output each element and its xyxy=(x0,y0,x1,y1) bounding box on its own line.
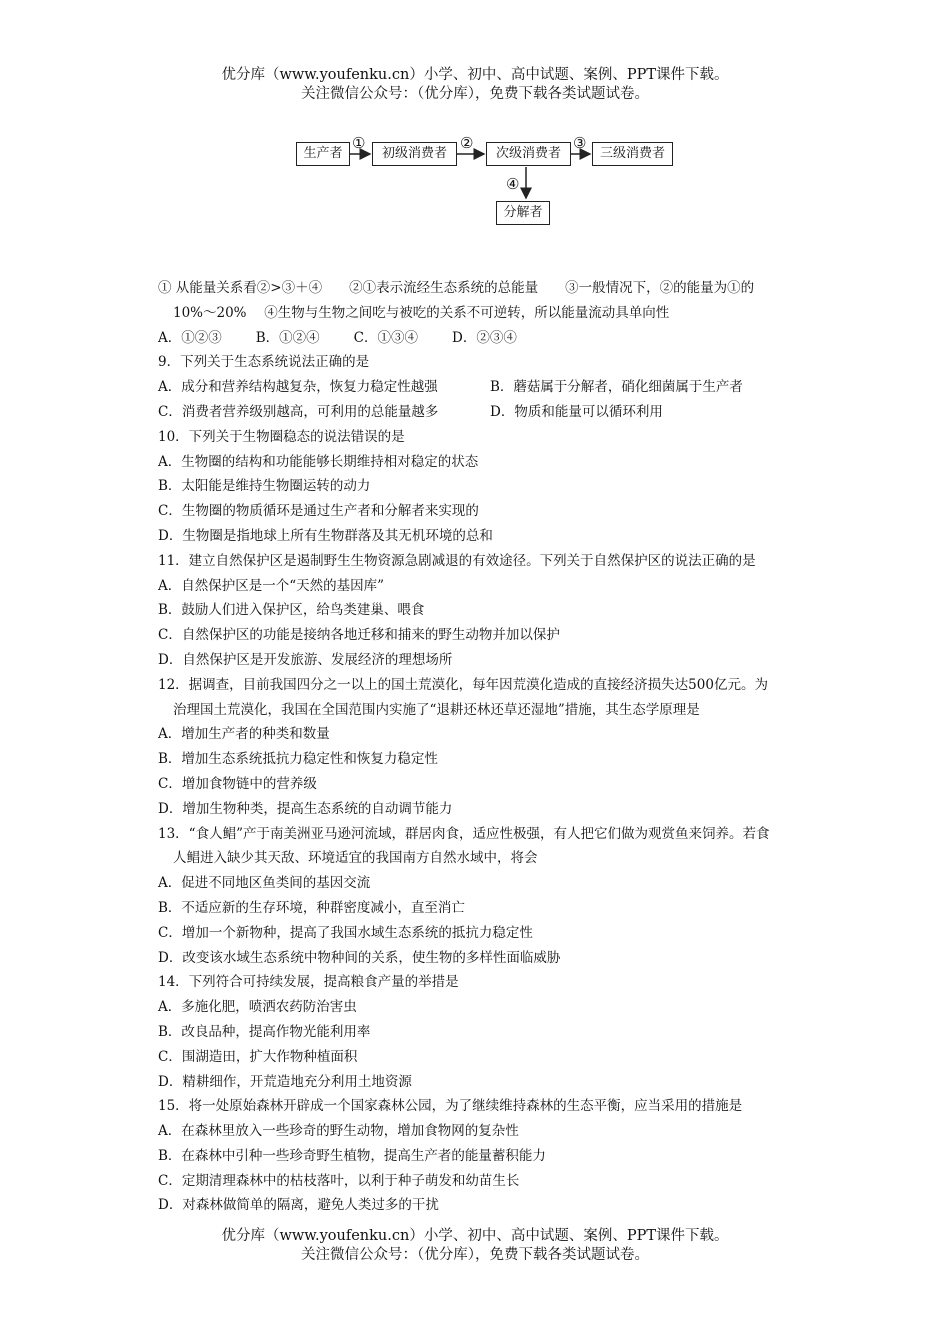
q11-option-a: A．自然保护区是一个“天然的基因库” xyxy=(158,577,385,594)
arrow-label-1: ① xyxy=(352,134,366,152)
q8-options xyxy=(158,326,818,351)
q9-option-c: C．消费者营养级别越高，可利用的总能量越多 xyxy=(158,403,439,420)
q10-stem: 10．下列关于生物圈稳态的说法错误的是 xyxy=(158,428,405,445)
q11-option-d: D．自然保护区是开发旅游、发展经济的理想场所 xyxy=(158,651,453,668)
q15-option-c: C．定期清理森林中的枯枝落叶，以利于种子萌发和幼苗生长 xyxy=(158,1172,520,1189)
q12-option-b: B．增加生态系统抵抗力稳定性和恢复力稳定性 xyxy=(158,751,438,768)
q9-options-row-2 xyxy=(158,400,818,425)
q9-option-a: A．成分和营养结构越复杂，恢复力稳定性越强 xyxy=(158,379,438,396)
q11-stem: 11．建立自然保护区是遏制野生生物资源急剧减退的有效途径。下列关于自然保护区的说法正确的是 xyxy=(158,552,756,569)
q11-option-b: B．鼓励人们进入保护区，给鸟类建巢、喂食 xyxy=(158,602,425,619)
q12-option-d: D．增加生物种类，提高生态系统的自动调节能力 xyxy=(158,800,453,817)
diagram-arrows xyxy=(0,0,950,240)
q8-option-b: B．①②④ xyxy=(255,329,320,346)
q12-stem-line-1: 12．据调查，目前我国四分之一以上的国土荒漠化，每年因荒漠化造成的直接经济损失达500亿元。为 xyxy=(158,676,768,693)
q10-option-b: B．太阳能是维持生物圈运转的动力 xyxy=(158,478,371,495)
q13-option-b: B．不适应新的生存环境，种群密度减小，直至消亡 xyxy=(158,899,465,916)
q12-stem-line-2: 治理国土荒漠化，我国在全国范围内实施了“退耕还林还草还湿地”措施，其生态学原理是 xyxy=(173,701,700,718)
q14-option-d: D．精耕细作，开荒造地充分利用土地资源 xyxy=(158,1073,412,1090)
q10-option-a: A．生物圈的结构和功能能够长期维持相对稳定的状态 xyxy=(158,453,479,470)
q13-stem-line-1: 13．“食人鲳”产于南美洲亚马逊河流域，群居肉食，适应性极强，有人把它们做为观赏鱼来饲养。若食 xyxy=(158,825,770,842)
header-line-2: 关注微信公众号：（优分库），免费下载各类试题试卷。 xyxy=(301,86,649,102)
q8-option-a: A．①②③ xyxy=(158,329,222,346)
q11-option-c: C．自然保护区的功能是接纳各地迁移和捕来的野生动物并加以保护 xyxy=(158,627,560,644)
q9-options-row-1 xyxy=(158,375,818,400)
q13-option-d: D．改变该水域生态系统中物种间的关系，使生物的多样性面临威胁 xyxy=(158,949,561,966)
decomposer-box: 分解者 xyxy=(496,201,550,225)
q8-statements-line-2: 10%～20% ④生物与生物之间吃与被吃的关系不可逆转，所以能量流动具单向性 xyxy=(173,304,670,321)
q14-stem: 14．下列符合可持续发展，提高粮食产量的举措是 xyxy=(158,974,459,991)
q10-option-c: C．生物圈的物质循环是通过生产者和分解者来实现的 xyxy=(158,503,479,520)
q15-option-b: B．在森林中引种一些珍奇野生植物，提高生产者的能量蓄积能力 xyxy=(158,1147,546,1164)
q14-option-c: C．围湖造田，扩大作物种植面积 xyxy=(158,1048,358,1065)
q15-stem: 15．将一处原始森林开辟成一个国家森林公园，为了继续维持森林的生态平衡，应当采用的措施是 xyxy=(158,1098,743,1115)
q15-option-a: A．在森林里放入一些珍奇的野生动物，增加食物网的复杂性 xyxy=(158,1123,519,1140)
page-footer xyxy=(0,1227,950,1265)
q8-option-c: C．①③④ xyxy=(353,329,419,346)
q12-option-a: A．增加生产者的种类和数量 xyxy=(158,726,330,743)
footer-line-2: 关注微信公众号：（优分库），免费下载各类试题试卷。 xyxy=(301,1247,649,1263)
arrow-label-4: ④ xyxy=(506,175,520,193)
q8-option-d: D．②③④ xyxy=(452,329,517,346)
energy-flow-diagram xyxy=(0,0,950,240)
footer-line-1: 优分库（www.youfenku.cn）小学、初中、高中试题、案例、PPT课件下载。 xyxy=(221,1228,729,1244)
question-content xyxy=(158,276,818,1218)
primary-consumer-box: 初级消费者 xyxy=(372,142,457,166)
q9-option-b: B．蘑菇属于分解者，硝化细菌属于生产者 xyxy=(490,379,743,396)
producer-box: 生产者 xyxy=(296,142,350,166)
arrow-label-3: ③ xyxy=(573,134,587,152)
q12-option-c: C．增加食物链中的营养级 xyxy=(158,775,317,792)
tertiary-consumer-box: 三级消费者 xyxy=(592,142,673,166)
q15-option-d: D．对森林做简单的隔离，避免人类过多的干扰 xyxy=(158,1197,439,1214)
arrow-label-2: ② xyxy=(460,134,474,152)
q10-option-d: D．生物圈是指地球上所有生物群落及其无机环境的总和 xyxy=(158,527,493,544)
header-line-1: 优分库（www.youfenku.cn）小学、初中、高中试题、案例、PPT课件下载。 xyxy=(221,67,729,83)
q9-option-d: D．物质和能量可以循环利用 xyxy=(490,403,663,420)
q13-stem-line-2: 人鲳进入缺少其天敌、环境适宜的我国南方自然水域中，将会 xyxy=(173,850,538,867)
q14-option-b: B．改良品种，提高作物光能利用率 xyxy=(158,1023,371,1040)
secondary-consumer-box: 次级消费者 xyxy=(486,142,571,166)
q13-option-a: A．促进不同地区鱼类间的基因交流 xyxy=(158,875,371,892)
q8-statements-line-1: ① 从能量关系看②>③＋④ ②①表示流经生态系统的总能量 ③一般情况下，②的能量为①的 xyxy=(158,280,755,296)
q13-option-c: C．增加一个新物种，提高了我国水域生态系统的抵抗力稳定性 xyxy=(158,924,533,941)
q9-stem: 9．下列关于生态系统说法正确的是 xyxy=(158,354,370,371)
q14-option-a: A．多施化肥，喷洒农药防治害虫 xyxy=(158,999,357,1016)
